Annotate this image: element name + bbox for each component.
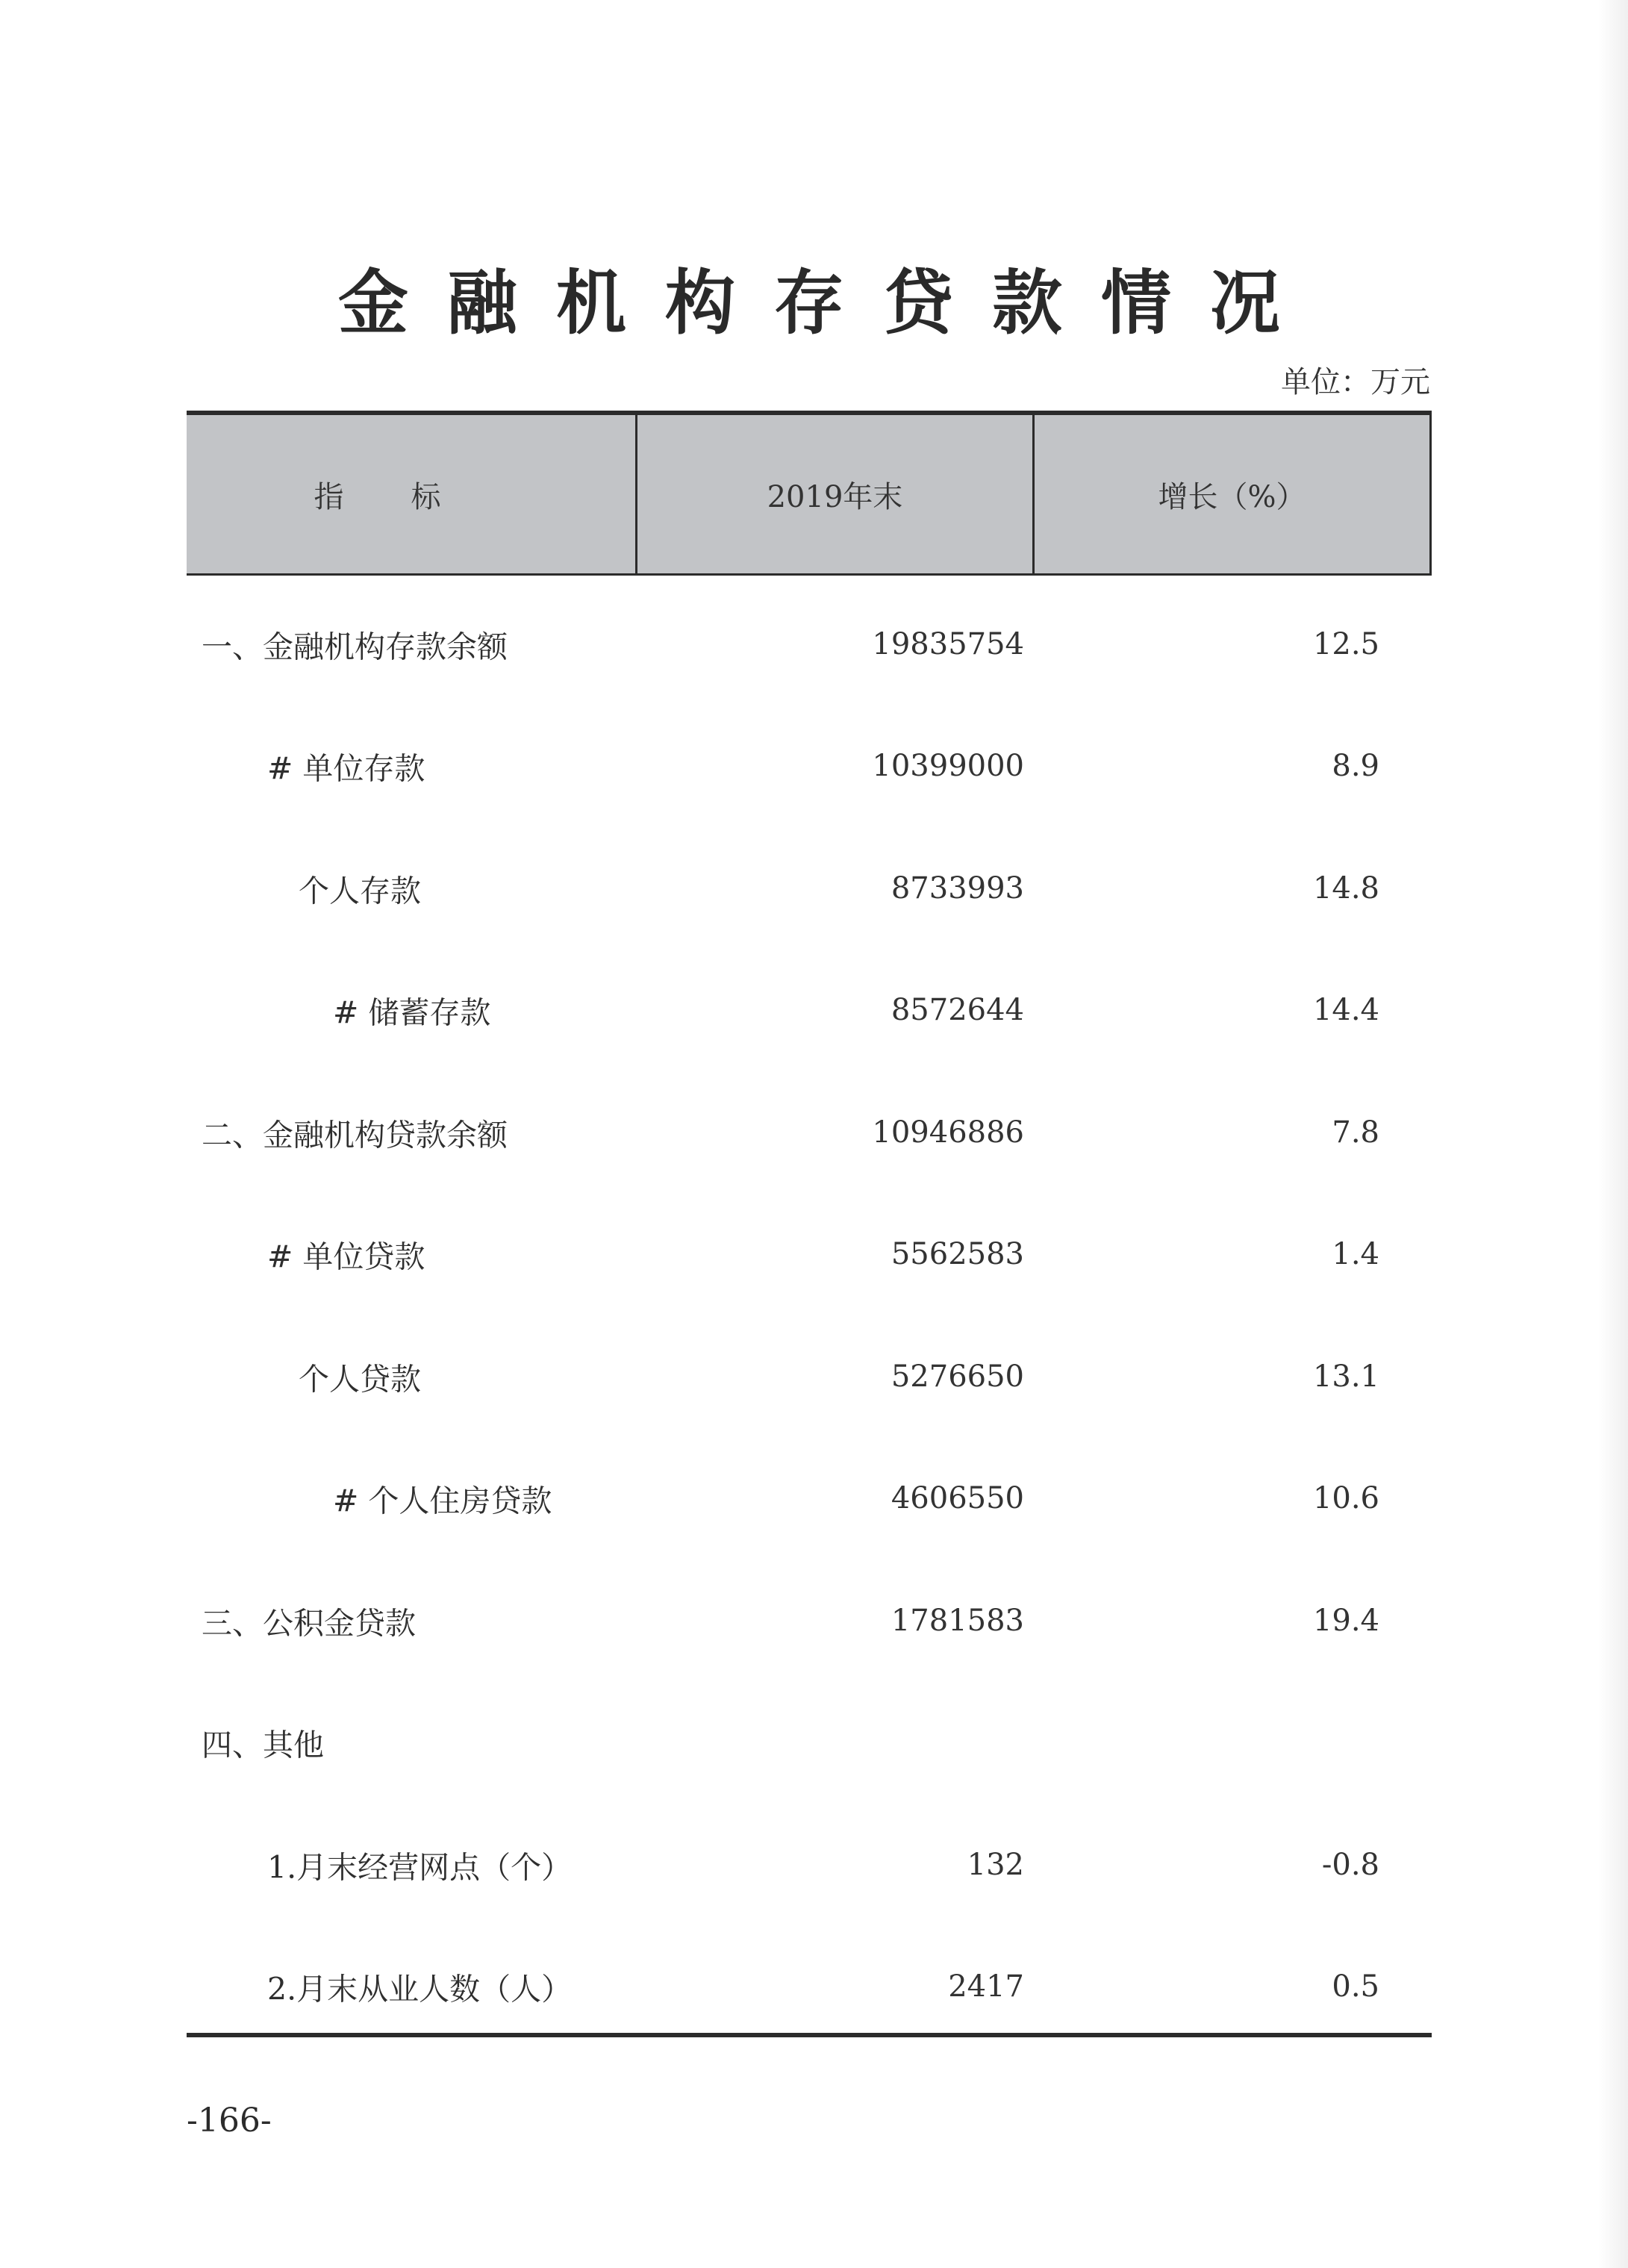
- row-growth: 1.4: [1332, 1237, 1379, 1272]
- row-name: 2.月末从业人数（人）: [267, 1971, 573, 2007]
- table-row: [187, 1682, 1432, 1804]
- row-value: 5276650: [891, 1359, 1024, 1394]
- table-body: [187, 583, 1432, 2048]
- deposit-loan-table: [187, 411, 1432, 2048]
- row-growth: 0.5: [1332, 1969, 1379, 2004]
- page-number: -166-: [187, 2102, 272, 2140]
- row-growth: 14.4: [1312, 993, 1379, 1028]
- row-growth: 19.4: [1312, 1603, 1379, 1638]
- row-growth: 7.8: [1332, 1115, 1379, 1150]
- table-row: [187, 1438, 1432, 1560]
- row-value: 132: [967, 1847, 1024, 1882]
- header-year-end: 2019年末: [637, 415, 1035, 573]
- table-row: [187, 1315, 1432, 1438]
- row-growth: 14.8: [1312, 870, 1379, 906]
- row-name: 一、金融机构存款余额: [202, 629, 508, 665]
- row-name: # 个人住房贷款: [333, 1483, 552, 1519]
- row-growth: 8.9: [1332, 749, 1379, 784]
- row-growth: -0.8: [1321, 1847, 1379, 1882]
- table-row: [187, 1071, 1432, 1194]
- row-value: 1781583: [891, 1603, 1024, 1638]
- page-edge-shading: [1598, 0, 1628, 2268]
- table-row: [187, 583, 1432, 705]
- row-name: 个人存款: [299, 873, 421, 909]
- row-value: 8572644: [891, 993, 1024, 1028]
- row-name: 二、金融机构贷款余额: [202, 1117, 508, 1153]
- row-growth: 12.5: [1312, 626, 1379, 661]
- row-value: 4606550: [891, 1481, 1024, 1516]
- table-row: [187, 950, 1432, 1072]
- table-bottom-rule: [187, 2033, 1432, 2037]
- row-name: # 单位贷款: [267, 1239, 425, 1275]
- row-name: 四、其他: [202, 1727, 324, 1763]
- table-row: [187, 827, 1432, 950]
- table-row: [187, 1560, 1432, 1682]
- table-row: [187, 1194, 1432, 1316]
- row-name: # 单位存款: [267, 750, 425, 787]
- table-row: [187, 1804, 1432, 1926]
- row-growth: 13.1: [1312, 1359, 1379, 1394]
- row-name: 三、公积金贷款: [202, 1605, 416, 1642]
- row-value: 19835754: [872, 626, 1024, 661]
- row-value: 10946886: [872, 1115, 1024, 1150]
- row-value: 5562583: [891, 1237, 1024, 1272]
- row-name: # 储蓄存款: [333, 994, 491, 1031]
- row-name: 1.月末经营网点（个）: [267, 1849, 573, 1886]
- row-value: 2417: [948, 1969, 1024, 2004]
- table-header: [187, 411, 1432, 576]
- row-value: 10399000: [872, 749, 1024, 784]
- table-row: [187, 1926, 1432, 2049]
- row-name: 个人贷款: [299, 1361, 421, 1398]
- header-growth: 增长（%）: [1035, 415, 1432, 573]
- unit-label: 单位：万元: [1281, 365, 1430, 399]
- row-growth: 10.6: [1312, 1481, 1379, 1516]
- row-value: 8733993: [891, 870, 1024, 906]
- page-title: 金融机构存贷款情况: [337, 263, 1319, 344]
- table-row: [187, 705, 1432, 828]
- header-indicator: 指标: [187, 415, 637, 573]
